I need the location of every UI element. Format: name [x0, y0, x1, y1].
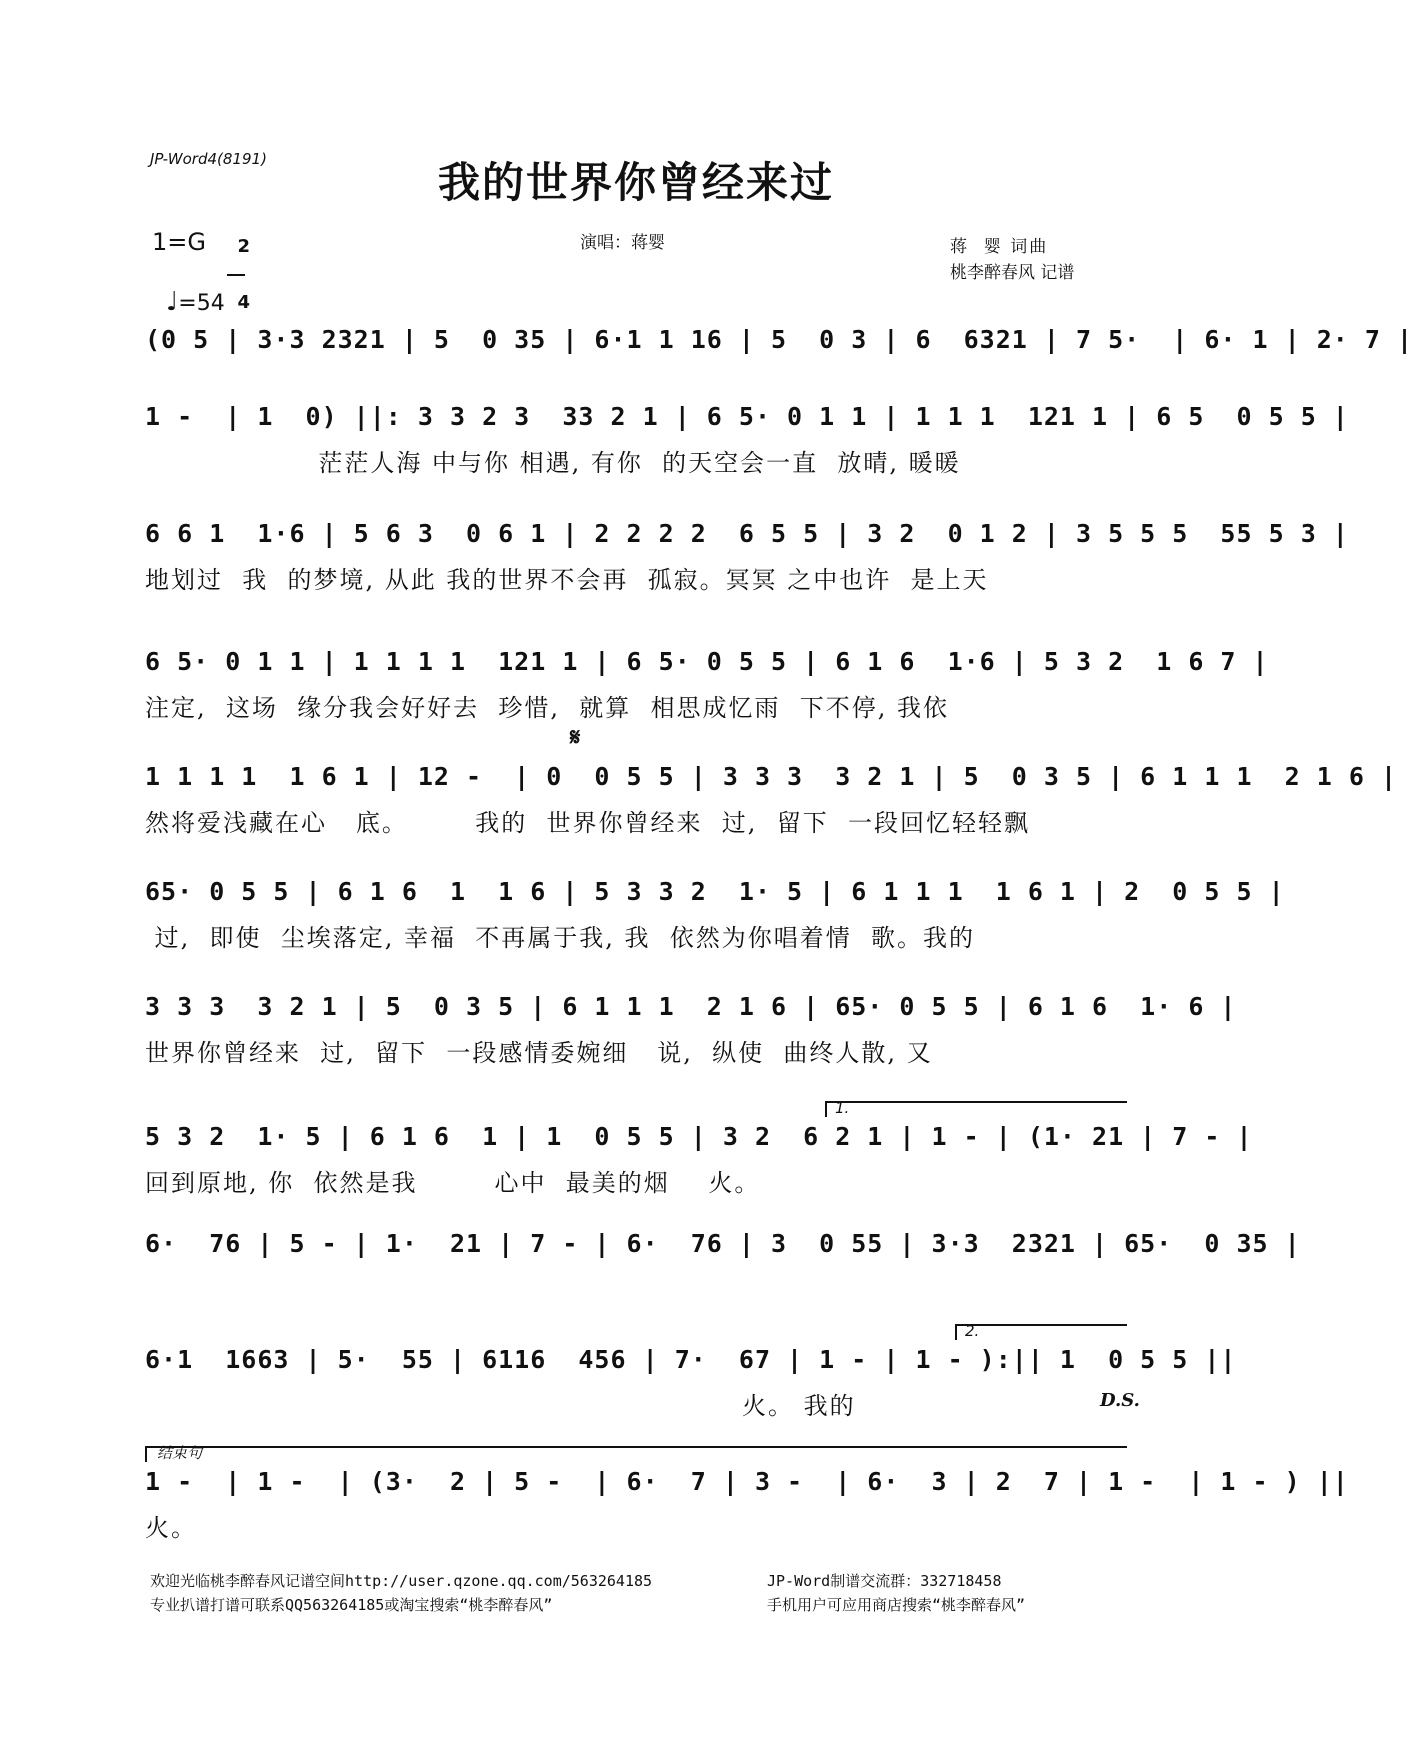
singer: 演唱：蒋婴: [580, 233, 665, 253]
notation-line: 1 - | 1 0) ||: 3 3 2 3 33 2 1 | 6 5· 0 1 1 | 1 1 1 121 1 | 6 5 0 5 5 |: [145, 402, 1349, 431]
lyrics-line: 然将爱浅藏在心 底。 我的 世界你曾经来 过, 留下 一段回忆轻轻飘: [145, 809, 1030, 837]
software-version: JP-Word4(8191): [150, 150, 267, 168]
notation-line: 6· 76 | 5 - | 1· 21 | 7 - | 6· 76 | 3 0 55 | 3·3 2321 | 65· 0 35 |: [145, 1229, 1301, 1258]
notation-line: (0 5 | 3·3 2321 | 5 0 35 | 6·1 1 16 | 5 0 3 | 6 6321 | 7 5· | 6· 1 | 2· 7 |: [145, 325, 1413, 354]
notation-line: 6·1 1663 | 5· 55 | 6116 456 | 7· 67 | 1 - | 1 - ):|| 1 0 5 5 ||: [145, 1345, 1237, 1374]
notation-line: 1 1 1 1 1 6 1 | 12 - | 0 0 5 5 | 3 3 3 3 2 1 | 5 0 3 5 | 6 1 1 1 2 1 6 |: [145, 762, 1397, 791]
tempo-value: =54: [178, 291, 225, 316]
lyrics-line: 茫茫人海 中与你 相遇, 有你 的天空会一直 放晴, 暖暖: [145, 449, 961, 477]
lyrics-line: 过, 即使 尘埃落定, 幸福 不再属于我, 我 依然为你唱着情 歌。我的: [145, 924, 976, 952]
footer-contact: 专业扒谱打谱可联系QQ563264185或淘宝搜索“桃李醉春风”: [150, 1596, 553, 1614]
time-signature-top: 2: [237, 236, 251, 257]
credit-lyrics-music: 蒋 婴 词曲: [950, 237, 1049, 257]
dal-segno-mark: D.S.: [1100, 1390, 1140, 1411]
lyrics-line: 回到原地, 你 依然是我 心中 最美的烟 火。: [145, 1169, 761, 1197]
notation-line: 3 3 3 3 2 1 | 5 0 3 5 | 6 1 1 1 2 1 6 | 65· 0 5 5 | 6 1 6 1· 6 |: [145, 992, 1237, 1021]
time-signature-divider: [227, 274, 245, 276]
tempo-marking: [152, 262, 225, 317]
notation-line: 1 - | 1 - | (3· 2 | 5 - | 6· 7 | 3 - | 6· 3 | 2 7 | 1 - | 1 - ) ||: [145, 1467, 1349, 1496]
quarter-note-icon: ♩: [166, 287, 179, 317]
key-signature: 1=G: [152, 228, 206, 256]
first-ending-label: 1.: [835, 1099, 850, 1117]
notation-line: 6 6 1 1·6 | 5 6 3 0 6 1 | 2 2 2 2 6 5 5 | 3 2 0 1 2 | 3 5 5 5 55 5 3 |: [145, 519, 1349, 548]
notation-line: 6 5· 0 1 1 | 1 1 1 1 121 1 | 6 5· 0 5 5 | 6 1 6 1·6 | 5 3 2 1 6 7 |: [145, 647, 1269, 676]
song-title: 我的世界你曾经来过: [437, 158, 834, 207]
footer-website: 欢迎光临桃李醉春风记谱空间http://user.qzone.qq.com/563264185: [150, 1572, 653, 1590]
lyrics-line: 火。: [145, 1514, 197, 1542]
notation-line: 5 3 2 1· 5 | 6 1 6 1 | 1 0 5 5 | 3 2 6 2 1 | 1 - | (1· 21 | 7 - |: [145, 1122, 1253, 1151]
segno-icon: 𝄋: [570, 723, 581, 751]
ending-phrase-label: 结束句: [157, 1444, 203, 1462]
time-signature: [225, 220, 251, 313]
second-ending-label: 2.: [965, 1322, 980, 1340]
credit-transcriber: 桃李醉春风 记谱: [950, 263, 1075, 283]
time-signature-bottom: 4: [237, 292, 251, 313]
footer-app: 手机用户可应用商店搜索“桃李醉春风”: [767, 1596, 1026, 1614]
lyrics-line: 火。 我的: [145, 1392, 856, 1420]
lyrics-line: 注定, 这场 缘分我会好好去 珍惜, 就算 相思成忆雨 下不停, 我依: [145, 694, 950, 722]
lyrics-line: 地划过 我 的梦境, 从此 我的世界不会再 孤寂。冥冥 之中也许 是上天: [145, 566, 989, 594]
lyrics-line: 世界你曾经来 过, 留下 一段感情委婉细 说, 纵使 曲终人散, 又: [145, 1039, 933, 1067]
notation-line: 65· 0 5 5 | 6 1 6 1 1 6 | 5 3 3 2 1· 5 | 6 1 1 1 1 6 1 | 2 0 5 5 |: [145, 877, 1285, 906]
footer-group: JP-Word制谱交流群：332718458: [767, 1572, 1002, 1590]
